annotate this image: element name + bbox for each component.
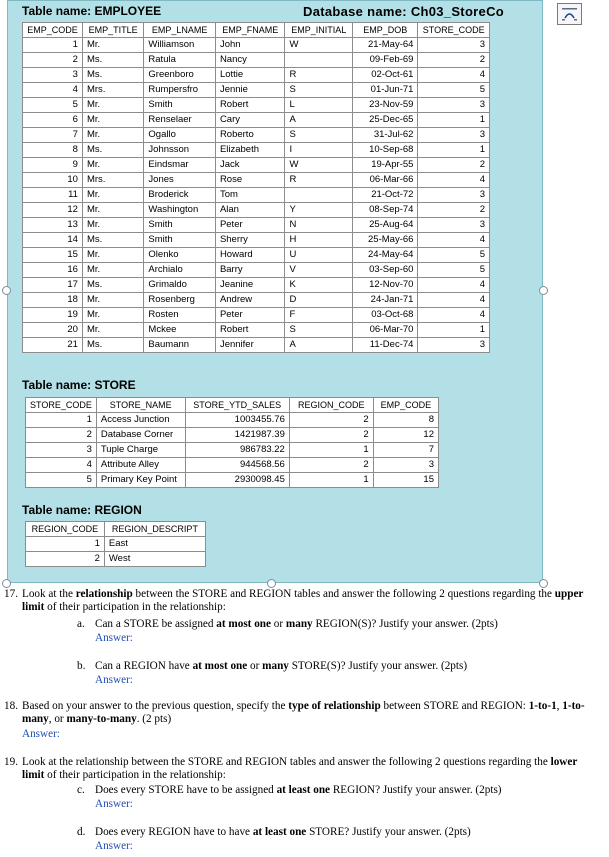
table-cell: Lottie <box>215 68 285 83</box>
table-cell: Mrs. <box>82 83 143 98</box>
table-row <box>23 293 490 308</box>
column-header: EMP_CODE <box>23 23 83 38</box>
table-cell: Ogallo <box>144 128 216 143</box>
table-cell: 06-Mar-70 <box>352 323 417 338</box>
table-cell: 1 <box>418 113 490 128</box>
answer-label[interactable]: Answer: <box>95 674 133 686</box>
table-cell: Olenko <box>144 248 216 263</box>
table-cell: Andrew <box>215 293 285 308</box>
table-cell: W <box>285 158 353 173</box>
table-cell: Nancy <box>215 53 285 68</box>
table-cell: 25-Aug-64 <box>352 218 417 233</box>
table-cell: 3 <box>418 128 490 143</box>
column-header: EMP_TITLE <box>82 23 143 38</box>
table-cell: Smith <box>144 218 216 233</box>
table-cell: 2 <box>23 53 83 68</box>
table-cell: 03-Oct-68 <box>352 308 417 323</box>
table-cell: 03-Sep-60 <box>352 263 417 278</box>
sub-question-text: Can a REGION have at most one or many STORE(S)? Justify your answer. (2pts) <box>95 660 468 672</box>
table-cell: 20 <box>23 323 83 338</box>
table-cell: 3 <box>418 98 490 113</box>
column-header: STORE_CODE <box>26 398 97 413</box>
question-text: Look at the relationship between the STORE and REGION tables and answer the following 2 questions regarding the upper limit of their participation in the relationship: <box>22 588 584 613</box>
table-cell: 2 <box>418 53 490 68</box>
table-cell: 08-Sep-74 <box>352 203 417 218</box>
table-cell: Mr. <box>82 308 143 323</box>
table-row <box>26 428 439 443</box>
table-cell: Mr. <box>82 38 143 53</box>
column-header: EMP_FNAME <box>215 23 285 38</box>
database-tables-image[interactable] <box>7 0 543 583</box>
table-row <box>23 173 490 188</box>
table-cell: 1 <box>23 38 83 53</box>
table-row <box>23 143 490 158</box>
table-cell: Jennie <box>215 83 285 98</box>
table-cell: 4 <box>418 278 490 293</box>
answer-label[interactable]: Answer: <box>95 632 133 644</box>
table-cell: 2 <box>289 413 373 428</box>
table-row <box>23 323 490 338</box>
table-cell: Mr. <box>82 203 143 218</box>
table-cell: 2 <box>289 458 373 473</box>
table-cell: 4 <box>23 83 83 98</box>
table-cell: Smith <box>144 98 216 113</box>
table-cell: 1 <box>418 323 490 338</box>
table-cell: Mr. <box>82 128 143 143</box>
table-cell: A <box>285 113 353 128</box>
table-cell: R <box>285 173 353 188</box>
table-cell: Howard <box>215 248 285 263</box>
table-cell: Mr. <box>82 323 143 338</box>
table-cell: Jack <box>215 158 285 173</box>
column-header: STORE_YTD_SALES <box>185 398 289 413</box>
table-cell: F <box>285 308 353 323</box>
table-cell: Tuple Charge <box>96 443 185 458</box>
table-cell: Mr. <box>82 263 143 278</box>
table-cell: 8 <box>373 413 438 428</box>
table-cell: 2 <box>26 552 105 567</box>
table-cell: 7 <box>373 443 438 458</box>
column-header: REGION_DESCRIPT <box>104 522 205 537</box>
sub-question-text: Does every REGION have to have at least one STORE? Justify your answer. (2pts) <box>95 826 471 838</box>
table-cell: 10-Sep-68 <box>352 143 417 158</box>
table-cell: Renselaer <box>144 113 216 128</box>
table-cell: Mr. <box>82 98 143 113</box>
column-header: REGION_CODE <box>289 398 373 413</box>
table-cell: 02-Oct-61 <box>352 68 417 83</box>
table-cell: I <box>285 143 353 158</box>
table-cell: 3 <box>418 188 490 203</box>
store-table <box>25 397 439 488</box>
table-cell: 18 <box>23 293 83 308</box>
layout-options-icon[interactable] <box>557 3 582 25</box>
table-cell: 11 <box>23 188 83 203</box>
table-cell: 1 <box>289 473 373 488</box>
table-cell: 21 <box>23 338 83 353</box>
table-cell: Jeanine <box>215 278 285 293</box>
table-cell: Ms. <box>82 278 143 293</box>
table-cell: Mckee <box>144 323 216 338</box>
table-row <box>23 158 490 173</box>
table-row <box>23 248 490 263</box>
table-cell: 1 <box>26 537 105 552</box>
table-cell: 7 <box>23 128 83 143</box>
table-cell: H <box>285 233 353 248</box>
table-cell: 4 <box>418 308 490 323</box>
table-cell: 2 <box>289 428 373 443</box>
table-cell: Database Corner <box>96 428 185 443</box>
table-cell: Peter <box>215 308 285 323</box>
table-cell: 3 <box>26 443 97 458</box>
table-cell: K <box>285 278 353 293</box>
table-cell: Robert <box>215 323 285 338</box>
table-cell: Primary Key Point <box>96 473 185 488</box>
table-row <box>23 263 490 278</box>
store-table-title: Table name: STORE <box>22 378 136 392</box>
table-cell: 9 <box>23 158 83 173</box>
table-cell: R <box>285 68 353 83</box>
region-table-title: Table name: REGION <box>22 503 142 517</box>
table-cell: Mr. <box>82 218 143 233</box>
column-header: EMP_LNAME <box>144 23 216 38</box>
table-cell: 06-Mar-66 <box>352 173 417 188</box>
table-cell: Cary <box>215 113 285 128</box>
table-cell <box>285 53 353 68</box>
table-cell: U <box>285 248 353 263</box>
table-cell: 21-Oct-72 <box>352 188 417 203</box>
table-cell: 15 <box>23 248 83 263</box>
table-cell: 12 <box>373 428 438 443</box>
table-row <box>26 537 206 552</box>
table-cell: L <box>285 98 353 113</box>
table-cell: 19 <box>23 308 83 323</box>
table-cell: 2 <box>26 428 97 443</box>
column-header: EMP_DOB <box>352 23 417 38</box>
table-cell: Attribute Alley <box>96 458 185 473</box>
table-cell: Ms. <box>82 233 143 248</box>
table-cell: Sherry <box>215 233 285 248</box>
table-row <box>23 233 490 248</box>
table-cell: 4 <box>418 68 490 83</box>
table-cell: East <box>104 537 205 552</box>
table-cell: Rosenberg <box>144 293 216 308</box>
table-cell: 6 <box>23 113 83 128</box>
table-cell: 12 <box>23 203 83 218</box>
table-cell: Broderick <box>144 188 216 203</box>
table-cell: 3 <box>418 38 490 53</box>
table-cell: Ms. <box>82 338 143 353</box>
table-cell: Rumpersfro <box>144 83 216 98</box>
table-cell: 1 <box>26 413 97 428</box>
table-cell: Greenboro <box>144 68 216 83</box>
table-cell: 16 <box>23 263 83 278</box>
table-cell: 5 <box>23 98 83 113</box>
table-cell: 5 <box>418 263 490 278</box>
table-row <box>23 308 490 323</box>
table-cell: Grimaldo <box>144 278 216 293</box>
table-cell: 25-May-66 <box>352 233 417 248</box>
resize-handle-right[interactable] <box>539 286 548 295</box>
table-cell: 2930098.45 <box>185 473 289 488</box>
table-cell: 5 <box>418 83 490 98</box>
table-cell: D <box>285 293 353 308</box>
table-cell: 944568.56 <box>185 458 289 473</box>
table-row <box>26 473 439 488</box>
table-cell: 24-May-64 <box>352 248 417 263</box>
table-cell: Mr. <box>82 113 143 128</box>
table-cell: West <box>104 552 205 567</box>
table-cell: 17 <box>23 278 83 293</box>
table-cell: Ms. <box>82 68 143 83</box>
table-cell: 13 <box>23 218 83 233</box>
table-row <box>26 458 439 473</box>
sub-letter: d. <box>77 826 86 838</box>
table-cell: 25-Dec-65 <box>352 113 417 128</box>
table-cell: W <box>285 38 353 53</box>
table-cell: 3 <box>418 218 490 233</box>
column-header: EMP_INITIAL <box>285 23 353 38</box>
table-row <box>26 552 206 567</box>
table-cell: Rose <box>215 173 285 188</box>
employee-table-title: Table name: EMPLOYEE <box>22 4 162 18</box>
employee-table <box>22 22 490 353</box>
table-cell: 3 <box>418 338 490 353</box>
resize-handle-bottom-left[interactable] <box>2 579 11 588</box>
table-row <box>23 53 490 68</box>
table-cell: Ms. <box>82 143 143 158</box>
table-cell: Tom <box>215 188 285 203</box>
table-cell: 3 <box>373 458 438 473</box>
table-row <box>26 443 439 458</box>
table-cell: S <box>285 323 353 338</box>
table-cell: 2 <box>418 158 490 173</box>
table-cell: 01-Jun-71 <box>352 83 417 98</box>
table-cell: Access Junction <box>96 413 185 428</box>
table-cell: 23-Nov-59 <box>352 98 417 113</box>
question-text: Based on your answer to the previous question, specify the type of relationship between STORE and REGION: 1-to-1, 1-to-many, or many-to-many. (2 pts) <box>22 700 585 725</box>
table-cell: Robert <box>215 98 285 113</box>
table-cell: A <box>285 338 353 353</box>
table-cell: Alan <box>215 203 285 218</box>
table-cell: Jones <box>144 173 216 188</box>
table-cell: Y <box>285 203 353 218</box>
question-number: 17. <box>4 588 18 600</box>
table-cell: Peter <box>215 218 285 233</box>
table-cell: Washington <box>144 203 216 218</box>
table-cell: 4 <box>418 173 490 188</box>
table-cell: 1421987.39 <box>185 428 289 443</box>
table-cell: 8 <box>23 143 83 158</box>
table-cell: 3 <box>23 68 83 83</box>
resize-handle-bottom[interactable] <box>267 579 276 588</box>
table-cell: Mr. <box>82 158 143 173</box>
table-cell: 5 <box>26 473 97 488</box>
resize-handle-left[interactable] <box>2 286 11 295</box>
sub-question-text: Does every STORE have to be assigned at least one REGION? Justify your answer. (2pts) <box>95 784 502 796</box>
region-table <box>25 521 206 567</box>
table-cell: 12-Nov-70 <box>352 278 417 293</box>
table-cell: Roberto <box>215 128 285 143</box>
table-cell: 21-May-64 <box>352 38 417 53</box>
table-cell: Ms. <box>82 53 143 68</box>
sub-question-text: Can a STORE be assigned at most one or many REGION(S)? Justify your answer. (2pts) <box>95 618 498 630</box>
table-cell: 1003455.76 <box>185 413 289 428</box>
table-cell: 4 <box>418 233 490 248</box>
table-row <box>23 203 490 218</box>
table-row <box>23 128 490 143</box>
column-header: EMP_CODE <box>373 398 438 413</box>
table-cell: Barry <box>215 263 285 278</box>
table-cell: Mr. <box>82 188 143 203</box>
answer-label[interactable]: Answer: <box>95 798 133 810</box>
table-cell: V <box>285 263 353 278</box>
table-cell: 14 <box>23 233 83 248</box>
answer-label[interactable]: Answer: <box>95 840 133 852</box>
table-row <box>23 338 490 353</box>
table-row <box>23 38 490 53</box>
column-header: REGION_CODE <box>26 522 105 537</box>
table-cell: Mr. <box>82 293 143 308</box>
answer-label[interactable]: Answer: <box>22 728 60 740</box>
sub-letter: b. <box>77 660 86 672</box>
table-cell: John <box>215 38 285 53</box>
table-cell: 19-Apr-55 <box>352 158 417 173</box>
question-number: 19. <box>4 756 18 768</box>
table-cell: 5 <box>418 248 490 263</box>
table-row <box>23 83 490 98</box>
table-cell: Williamson <box>144 38 216 53</box>
table-cell: Johnsson <box>144 143 216 158</box>
table-cell: Eindsmar <box>144 158 216 173</box>
table-cell: 986783.22 <box>185 443 289 458</box>
table-row <box>23 68 490 83</box>
table-cell: Baumann <box>144 338 216 353</box>
table-cell: Rosten <box>144 308 216 323</box>
table-cell: 4 <box>26 458 97 473</box>
table-row <box>23 218 490 233</box>
table-cell: 09-Feb-69 <box>352 53 417 68</box>
sub-letter: a. <box>77 618 85 630</box>
table-cell: 4 <box>418 293 490 308</box>
table-row <box>23 278 490 293</box>
table-row <box>26 413 439 428</box>
resize-handle-bottom-right[interactable] <box>539 579 548 588</box>
layout-options-glyph <box>558 4 581 24</box>
table-cell: Archialo <box>144 263 216 278</box>
table-cell: 11-Dec-74 <box>352 338 417 353</box>
table-row <box>23 98 490 113</box>
sub-letter: c. <box>77 784 85 796</box>
table-cell: Elizabeth <box>215 143 285 158</box>
table-cell: 10 <box>23 173 83 188</box>
database-name: Database name: Ch03_StoreCo <box>303 4 504 19</box>
table-cell: 15 <box>373 473 438 488</box>
table-row <box>23 113 490 128</box>
table-cell: Mrs. <box>82 173 143 188</box>
table-cell: S <box>285 83 353 98</box>
table-cell: Jennifer <box>215 338 285 353</box>
question-number: 18. <box>4 700 18 712</box>
table-cell: Smith <box>144 233 216 248</box>
table-cell: Mr. <box>82 248 143 263</box>
question-text: Look at the relationship between the STORE and REGION tables and answer the following 2 questions regarding the lower limit of their participation in the relationship: <box>22 756 578 781</box>
column-header: STORE_CODE <box>418 23 490 38</box>
column-header: STORE_NAME <box>96 398 185 413</box>
table-cell: 1 <box>289 443 373 458</box>
table-cell <box>285 188 353 203</box>
table-cell: S <box>285 128 353 143</box>
table-cell: 2 <box>418 203 490 218</box>
table-cell: 24-Jan-71 <box>352 293 417 308</box>
table-row <box>23 188 490 203</box>
table-cell: 1 <box>418 143 490 158</box>
table-cell: N <box>285 218 353 233</box>
table-cell: Ratula <box>144 53 216 68</box>
table-cell: 31-Jul-62 <box>352 128 417 143</box>
